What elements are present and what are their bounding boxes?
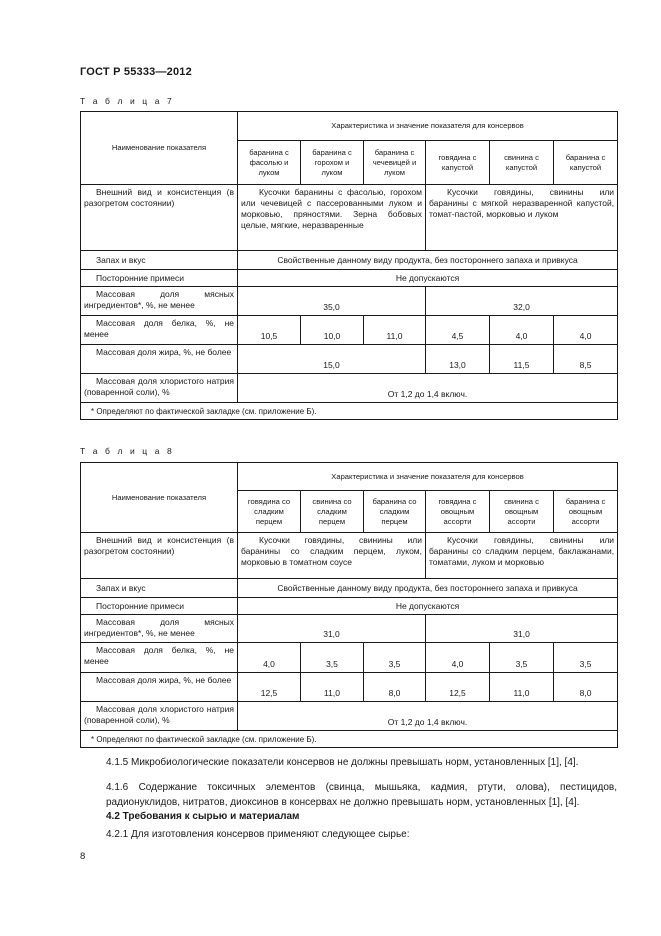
table8-row-name: Массовая доля мясных ингредиентов*, %, не менее — [81, 615, 238, 643]
table7-group-header: Характеристика и значение показателя для консервов — [238, 112, 618, 141]
table7-col-header: говядина с капустой — [426, 141, 490, 185]
table8-cell: 3,5 — [364, 643, 426, 673]
table8-footnote: * Определяют по фактической закладке (см. приложение Б). — [81, 731, 618, 748]
table7-row-name: Массовая доля хлористого натрия (поваренной соли), % — [81, 374, 238, 403]
table8-cell: 12,5 — [426, 673, 490, 702]
table8-caption: Т а б л и ц а 8 — [80, 446, 175, 456]
table8-row-name: Массовая доля хлористого натрия (поваренной соли), % — [81, 702, 238, 731]
table7-col-header: баранина с капустой — [554, 141, 618, 185]
table7-cell: 13,0 — [426, 345, 490, 374]
table8-cell: 3,5 — [554, 643, 618, 673]
section-heading-4-2: 4.2 Требования к сырью и материалам — [106, 811, 300, 822]
table7-footnote: * Определяют по фактической закладке (см. приложение Б). — [81, 403, 618, 420]
table7 — [80, 111, 618, 420]
table8-col-header: говядина со сладким перцем — [238, 491, 301, 533]
table7-col-name-header: Наименование показателя — [81, 112, 238, 185]
table7-cell: 4,5 — [426, 316, 490, 345]
table8-row-name: Массовая доля жира, %, не более — [81, 673, 238, 702]
table8-col-header: свинина со сладким перцем — [301, 491, 364, 533]
table7-col-header: свинина с капустой — [490, 141, 554, 185]
table8-group-header: Характеристика и значение показателя для консервов — [238, 463, 618, 491]
table8-cell: 31,0 — [238, 615, 426, 643]
page-number: 8 — [80, 851, 86, 862]
table8-cell: 3,5 — [301, 643, 364, 673]
table8-cell: 11,0 — [490, 673, 554, 702]
paragraph-4-1-6 — [80, 780, 617, 810]
paragraph-4-1-5-text: 4.1.5 Микробиологические показатели консервов не должны превышать норм, установленных [1], [4]. — [106, 757, 579, 768]
table7-cell: Кусочки баранины с фасолью, горохом или чечевицей с пассерованными луком и морковью, пряностями. Зерна бобовых целые, мягкие, неразваренные — [238, 185, 426, 251]
table7-caption: Т а б л и ц а 7 — [80, 96, 175, 106]
table7-row-name: Массовая доля белка, %, не менее — [81, 316, 238, 345]
table7-cell: 11,0 — [364, 316, 426, 345]
table8-row-name: Запах и вкус — [81, 579, 238, 598]
table7-row-name: Массовая доля жира, %, не более — [81, 345, 238, 374]
table7-cell: 10,0 — [301, 316, 364, 345]
table7-col-header: баранина с фасолью и луком — [238, 141, 301, 185]
table8-cell: От 1,2 до 1,4 включ. — [238, 702, 618, 731]
table7-cell: Кусочки говядины, свинины или баранины с мягкой неразваренной капустой, томат-пастой, морковью и луком — [426, 185, 618, 251]
table7-cell: 32,0 — [426, 287, 618, 316]
table7-cell: 8,5 — [554, 345, 618, 374]
table8-col-header: говядина с овощным ассорти — [426, 491, 490, 533]
table7-cell: От 1,2 до 1,4 включ. — [238, 374, 618, 403]
table8-cell: 31,0 — [426, 615, 618, 643]
table8-cell: 12,5 — [238, 673, 301, 702]
table7-cell: 4,0 — [554, 316, 618, 345]
table7-row-name: Массовая доля мясных ингредиентов*, %, не менее — [81, 287, 238, 316]
table7-cell: Не допускаются — [238, 270, 618, 287]
table8-cell: Кусочки говядины, свинины или баранины со сладким перцем, баклажанами, томатами, луком и морковью — [426, 533, 618, 579]
table7-cell: Свойственные данному виду продукта, без постороннего запаха и привкуса — [238, 251, 618, 270]
table8-cell: Не допускаются — [238, 598, 618, 615]
paragraph-4-1-6-text: 4.1.6 Содержание токсичных элементов (свинца, мышьяка, кадмия, ртути, олова), пестицидов, радионуклидов, нитратов, диоксинов в консервах не должно превышать норм, установленных [1], [4]. — [106, 782, 617, 808]
table8-col-name-header: Наименование показателя — [81, 463, 238, 533]
table8-col-header: свинина с овощным ассорти — [490, 491, 554, 533]
paragraph-4-2-1-text: 4.2.1 Для изготовления консервов применяют следующее сырье: — [106, 829, 410, 840]
paragraph-4-2-1 — [80, 827, 617, 842]
table7-row-name: Посторонние примеси — [81, 270, 238, 287]
table7-cell: 4,0 — [490, 316, 554, 345]
table8-cell: 4,0 — [426, 643, 490, 673]
table8-cell: Кусочки говядины, свинины или баранины со сладким перцем, луком, морковью в томатном соусе — [238, 533, 426, 579]
table8-cell: 3,5 — [490, 643, 554, 673]
table8-cell: 4,0 — [238, 643, 301, 673]
table8-col-header: баранина со сладким перцем — [364, 491, 426, 533]
table7-cell: 10,5 — [238, 316, 301, 345]
table8-cell: 8,0 — [364, 673, 426, 702]
table8-col-header: баранина с овощным ассорти — [554, 491, 618, 533]
table8-cell: 8,0 — [554, 673, 618, 702]
table7-cell: 15,0 — [238, 345, 426, 374]
table8-row-name: Посторонние примеси — [81, 598, 238, 615]
table7-row-name: Запах и вкус — [81, 251, 238, 270]
table8-row-name: Массовая доля белка, %, не менее — [81, 643, 238, 673]
table7-cell: 35,0 — [238, 287, 426, 316]
table7-col-header: баранина с горохом и луком — [301, 141, 364, 185]
paragraph-4-1-5 — [80, 755, 617, 770]
document-header: ГОСТ Р 55333—2012 — [80, 66, 192, 78]
table7-col-header: баранина с чечевицей и луком — [364, 141, 426, 185]
table7-cell: 11,5 — [490, 345, 554, 374]
table8-cell: Свойственные данному виду продукта, без постороннего запаха и привкуса — [238, 579, 618, 598]
table8-cell: 11,0 — [301, 673, 364, 702]
table7-row-name: Внешний вид и консистенция (в разогретом состоянии) — [81, 185, 238, 251]
table8-row-name: Внешний вид и консистенция (в разогретом состоянии) — [81, 533, 238, 579]
table8 — [80, 462, 618, 748]
